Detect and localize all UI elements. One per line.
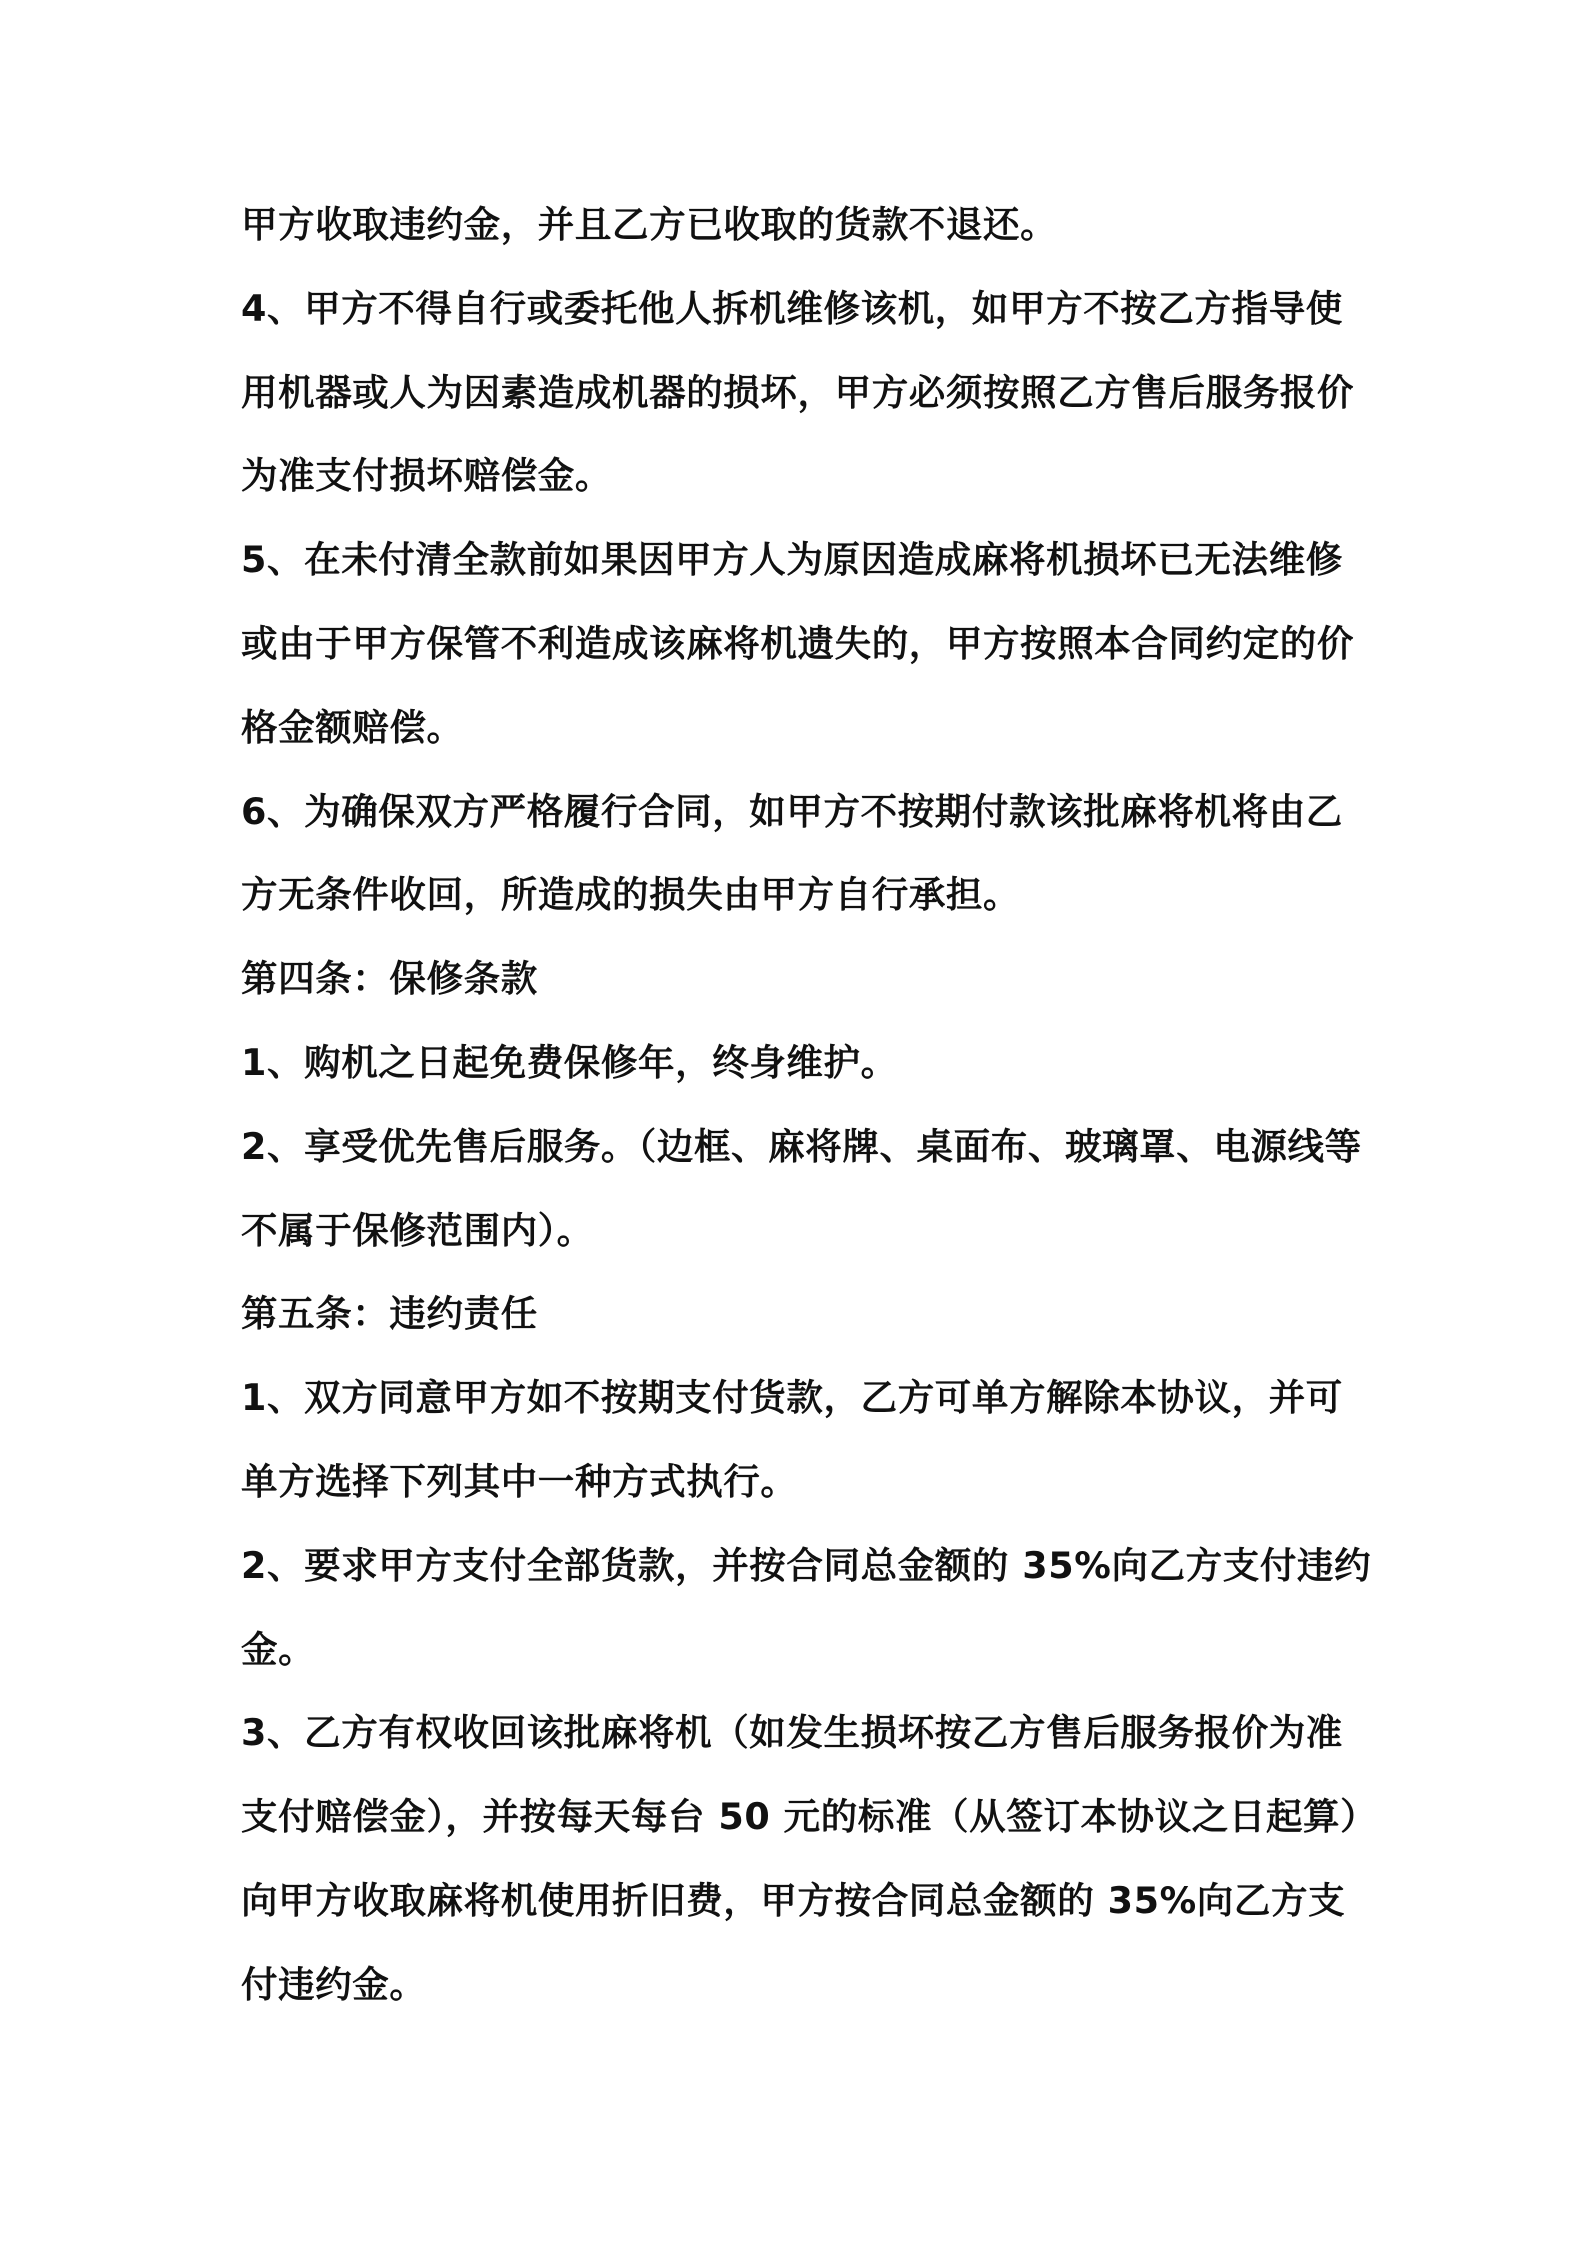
text-line: 格金额赔偿。 — [241, 706, 464, 749]
text-line: 用机器或人为因素造成机器的损坏，甲方必须按照乙方售后服务报价 — [241, 371, 1354, 414]
text-line: 不属于保修范围内）。 — [241, 1209, 594, 1252]
text-line: 支付赔偿金），并按每天每台 50 元的标准（从签订本协议之日起算） — [241, 1795, 1378, 1838]
text-line: 方无条件收回，所造成的损失由甲方自行承担。 — [241, 873, 1021, 916]
text-line: 3、乙方有权收回该批麻将机（如发生损坏按乙方售后服务报价为准 — [241, 1711, 1343, 1754]
text-line: 2、要求甲方支付全部货款，并按合同总金额的 35%向乙方支付违约 — [241, 1544, 1372, 1587]
text-line: 甲方收取违约金，并且乙方已收取的货款不退还。 — [241, 203, 1058, 246]
text-line: 向甲方收取麻将机使用折旧费，甲方按合同总金额的 35%向乙方支 — [241, 1879, 1346, 1922]
text-line: 为准支付损坏赔偿金。 — [241, 454, 612, 497]
text-line: 6、为确保双方严格履行合同，如甲方不按期付款该批麻将机将由乙 — [241, 790, 1343, 833]
text-line: 单方选择下列其中一种方式执行。 — [241, 1460, 798, 1503]
text-line: 付违约金。 — [241, 1963, 427, 2006]
text-line: 4、甲方不得自行或委托他人拆机维修该机，如甲方不按乙方指导使 — [241, 287, 1343, 330]
text-line: 1、双方同意甲方如不按期支付货款，乙方可单方解除本协议，并可 — [241, 1376, 1343, 1419]
text-line: 金。 — [241, 1628, 316, 1671]
text-line: 或由于甲方保管不利造成该麻将机遗失的，甲方按照本合同约定的价 — [241, 622, 1354, 665]
section-heading: 第四条：保修条款 — [241, 957, 538, 1000]
text-line: 1、购机之日起免费保修年，终身维护。 — [241, 1041, 898, 1084]
text-line: 5、在未付清全款前如果因甲方人为原因造成麻将机损坏已无法维修 — [241, 538, 1343, 581]
section-heading: 第五条：违约责任 — [241, 1292, 538, 1335]
text-line: 2、享受优先售后服务。（边框、麻将牌、桌面布、玻璃罩、电源线等 — [241, 1125, 1362, 1168]
